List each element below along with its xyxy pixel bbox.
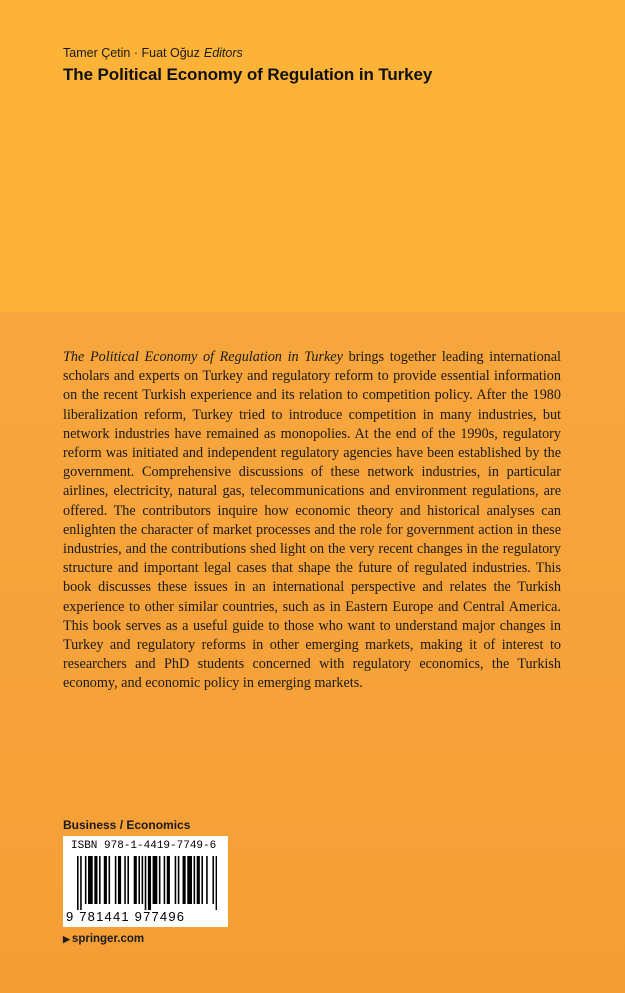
publisher-url-line bbox=[63, 933, 144, 945]
barcode-bar bbox=[127, 856, 129, 904]
barcode-bar bbox=[187, 856, 192, 904]
barcode-bar bbox=[183, 856, 186, 904]
barcode-bar bbox=[118, 856, 121, 904]
barcode-bar bbox=[197, 856, 200, 904]
barcode-bar bbox=[178, 856, 180, 904]
barcode-bar bbox=[115, 856, 117, 904]
barcode-bar bbox=[94, 856, 97, 904]
barcode-bar bbox=[134, 856, 137, 904]
blurb-book-title: The Political Economy of Regulation in Turkey bbox=[63, 349, 343, 365]
barcode-bar bbox=[99, 856, 101, 904]
barcode-bar bbox=[80, 856, 82, 910]
barcode-bar bbox=[167, 856, 170, 904]
barcode-bar bbox=[109, 856, 111, 904]
barcode-bar bbox=[142, 856, 144, 904]
barcode-bar bbox=[104, 856, 107, 904]
isbn-barcode bbox=[63, 836, 228, 927]
barcode-bar bbox=[145, 856, 147, 910]
barcode-bar bbox=[138, 856, 140, 904]
editors-role: Editors bbox=[203, 46, 243, 60]
barcode-bar bbox=[159, 856, 161, 904]
publisher-url[interactable]: springer.com bbox=[71, 933, 145, 945]
isbn-label: ISBN 978-1-4419-7749-6 bbox=[71, 840, 217, 852]
barcode-bar bbox=[164, 856, 166, 904]
blurb-text: brings together leading international scholars and experts on Turkey and regulatory reform to provide essential information on the recent Turkish experience and its relation to competition policy. After the 1980 liberalization reform, Turkey tried to introduce competition in many industries, but network industries have remained as monopolies. At the end of the 1990s, regulatory reform was initiated and independent regulatory agencies have been established by the government. Comprehensive discussions of these network industries, in particular airlines, electricity, natural gas, telecommunications and environment regulations, are offered. The contributors inquire how economic theory and historical analyses can enlighten the character of market processes and the role for government action in these industries, and the contributions shed light on the very recent changes in the regulatory structure and important legal cases that shape the future of regulated industries. This book discusses these issues in an international perspective and relates the Turkish experience to other similar countries, such as in Eastern Europe and Central America. This book serves as a useful guide to those who want to understand major changes in Turkey and regulatory reforms in other emerging markets, making it of interest to researchers and PhD students concerned with regulatory economics, the Turkish economy, and economic policy in emerging markets. bbox=[63, 349, 561, 692]
barcode-bar bbox=[88, 856, 93, 904]
barcode-bar bbox=[206, 856, 208, 904]
book-title: The Political Economy of Regulation in Turkey bbox=[63, 65, 433, 84]
barcode-bar bbox=[216, 856, 217, 910]
back-cover-blurb bbox=[63, 348, 561, 694]
barcode-bar bbox=[153, 856, 158, 904]
barcode-bar bbox=[148, 856, 151, 910]
barcode-bar bbox=[77, 856, 79, 910]
triangle-right-icon: ▶ bbox=[63, 934, 70, 944]
editors-line bbox=[63, 46, 243, 60]
barcode-bar bbox=[201, 856, 203, 904]
barcode-bar bbox=[194, 856, 196, 904]
barcode-bar bbox=[85, 856, 87, 904]
barcode-bar bbox=[175, 856, 177, 904]
subject-category: Business / Economics bbox=[63, 818, 191, 832]
barcode-bar bbox=[124, 856, 126, 904]
barcode-bars bbox=[77, 856, 217, 910]
editors-names: Tamer Çetin · Fuat Oğuz bbox=[63, 46, 200, 60]
barcode-bar bbox=[212, 856, 214, 904]
ean-digits: 9 781441 977496 bbox=[66, 909, 186, 924]
